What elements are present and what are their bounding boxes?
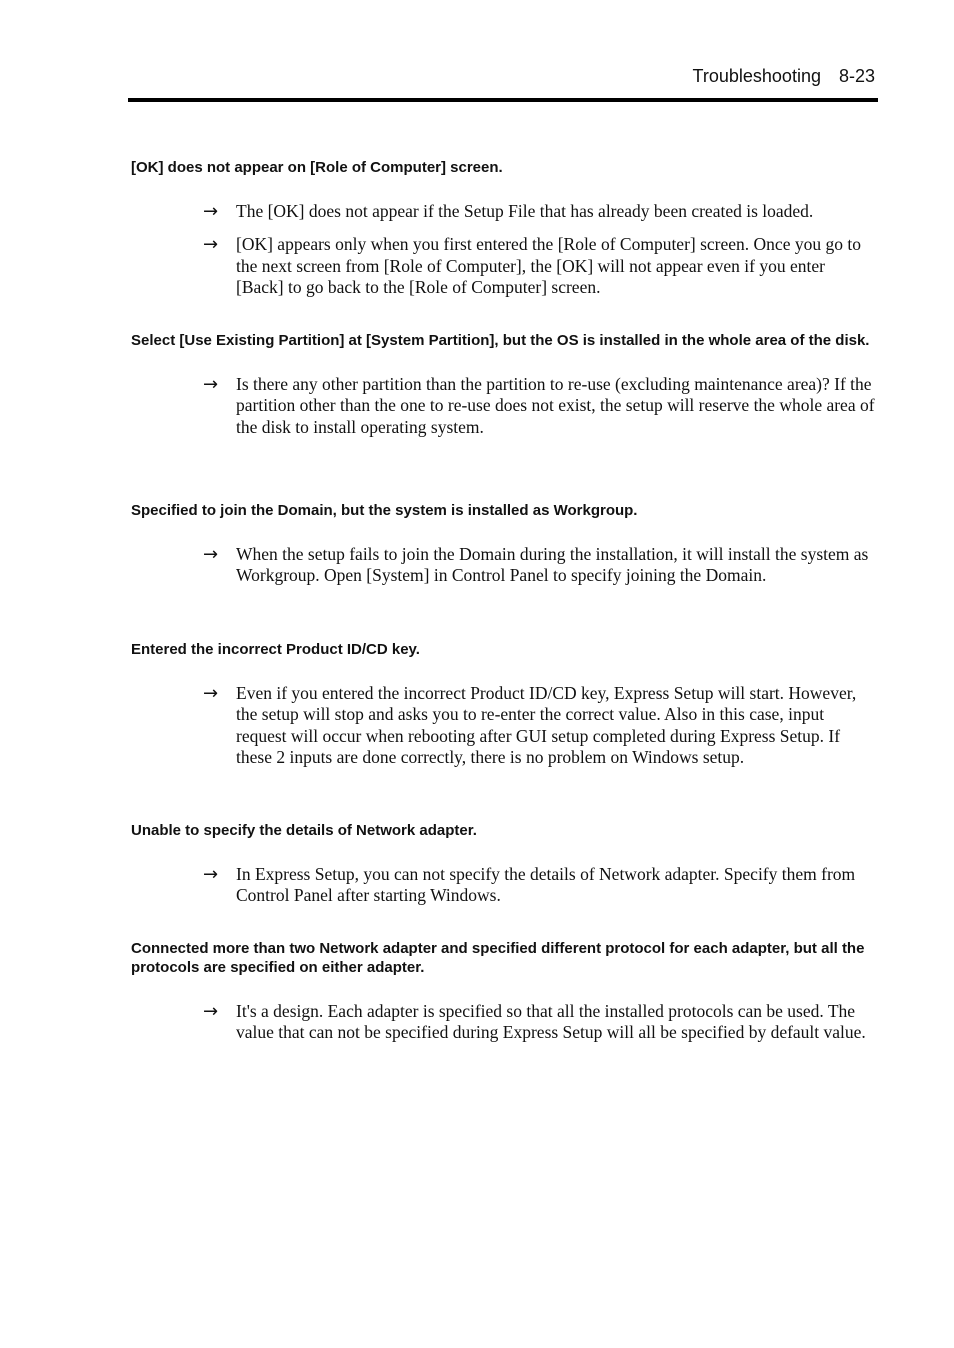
section-heading: Unable to specify the details of Network adapter. xyxy=(131,822,477,839)
section-protocols xyxy=(131,939,881,1044)
list-item xyxy=(131,1001,881,1044)
section-heading: Entered the incorrect Product ID/CD key. xyxy=(131,641,420,658)
section-heading: Select [Use Existing Partition] at [System Partition], but the OS is installed in the whole area of the disk. xyxy=(131,332,870,349)
item-text: [OK] appears only when you first entered the [Role of Computer] screen. Once you go to the next screen from [Role of Computer], the [OK] will not appear even if you enter [Back] to go back to the [Role of Computer] screen. xyxy=(236,234,861,298)
section-existing-partition xyxy=(131,331,881,438)
header-title: Troubleshooting xyxy=(692,66,821,86)
item-text: It's a design. Each adapter is specified so that all the installed protocols can be used. The value that can not be specified during Express Setup will all be specified by default value. xyxy=(236,1001,866,1043)
arrow-icon: → xyxy=(203,864,219,885)
page-header xyxy=(128,64,878,102)
arrow-icon: → xyxy=(203,544,219,565)
section-network-adapter xyxy=(131,821,881,907)
arrow-icon: → xyxy=(203,374,219,395)
list-item xyxy=(131,544,881,587)
section-ok-not-appear xyxy=(131,158,881,299)
section-heading: [OK] does not appear on [Role of Computer] screen. xyxy=(131,159,503,176)
arrow-icon: → xyxy=(203,234,219,256)
item-text: Is there any other partition than the partition to re-use (excluding maintenance area)? If the partition other than the one to re-use does not exist, the setup will reserve the whole area of the disk to install operating system. xyxy=(236,374,875,437)
arrow-icon: → xyxy=(203,683,219,704)
item-text: In Express Setup, you can not specify the details of Network adapter. Specify them from Control Panel after starting Windows. xyxy=(236,864,856,906)
section-product-id xyxy=(131,640,881,769)
list-item xyxy=(131,201,881,222)
list-item xyxy=(131,864,881,907)
list-item xyxy=(131,683,881,769)
list-item xyxy=(131,234,881,298)
arrow-icon: → xyxy=(203,201,219,222)
arrow-icon: → xyxy=(203,1001,219,1022)
section-heading: Connected more than two Network adapter and specified different protocol for each adapter, but all the protocols are specified on either adapter. xyxy=(131,940,865,976)
item-text: When the setup fails to join the Domain during the installation, it will install the system as Workgroup. Open [System] in Control Panel to specify joining the Domain. xyxy=(236,544,869,586)
header-text xyxy=(693,66,875,87)
page-number: 8-23 xyxy=(838,66,875,86)
item-text: The [OK] does not appear if the Setup File that has already been created is loaded. xyxy=(236,201,814,221)
list-item xyxy=(131,374,881,438)
section-domain-workgroup xyxy=(131,501,881,587)
item-text: Even if you entered the incorrect Product ID/CD key, Express Setup will start. However, the setup will stop and asks you to re-enter the correct value. Also in this case, input request will occur when rebooting after GUI setup completed during Express Setup. If these 2 inputs are done correctly, there is no problem on Windows setup. xyxy=(236,683,857,768)
section-heading: Specified to join the Domain, but the system is installed as Workgroup. xyxy=(131,502,638,519)
